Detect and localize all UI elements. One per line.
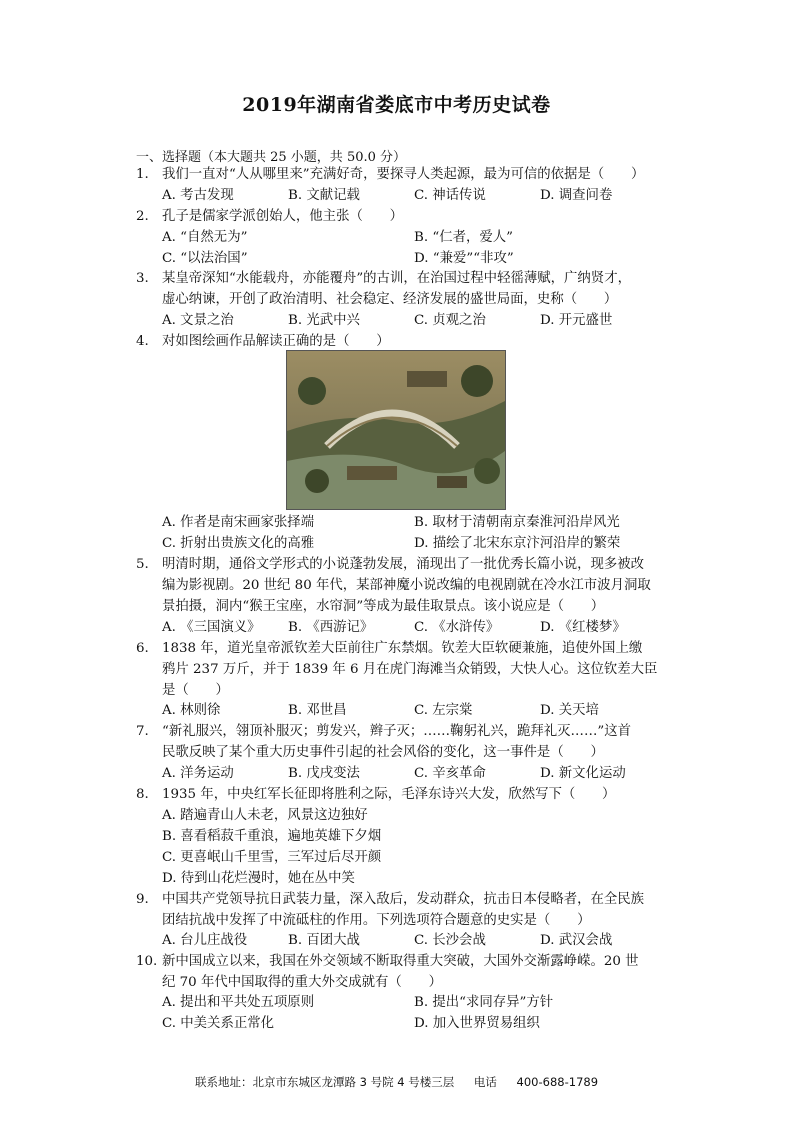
painting-image	[286, 350, 506, 510]
question-stem: 编为影视剧。20 世纪 80 年代，某部神魔小说改编的电视剧就在冷水江市波月洞取	[162, 578, 651, 593]
question-number: 2.	[136, 209, 149, 224]
answer-option[interactable]: D. 调查问卷	[540, 188, 613, 203]
answer-option[interactable]: C. 更喜岷山千里雪，三军过后尽开颜	[162, 850, 382, 865]
answer-option[interactable]: B. 光武中兴	[288, 313, 360, 328]
question-stem: 虚心纳谏，开创了政治清明、社会稳定、经济发展的盛世局面，史称（ ）	[162, 292, 618, 307]
answer-option[interactable]: B. 戊戌变法	[288, 766, 360, 781]
question-number: 4.	[136, 334, 149, 349]
question-number: 5.	[136, 557, 149, 572]
question-stem: 中国共产党领导抗日武装力量，深入敌后，发动群众，抗击日本侵略者，在全民族	[162, 892, 645, 907]
question-stem: 我们一直对“人从哪里来”充满好奇，要探寻人类起源，最为可信的依据是（ ）	[162, 167, 645, 182]
answer-option[interactable]: D. 关天培	[540, 703, 599, 718]
qingming-painting-icon	[287, 351, 505, 509]
answer-option[interactable]: A. 《三国演义》	[162, 620, 261, 635]
answer-option[interactable]: D. 待到山花烂漫时，她在丛中笑	[162, 871, 355, 886]
answer-option[interactable]: C. 折射出贵族文化的高雅	[162, 536, 315, 551]
question-stem: 明清时期，通俗文学形式的小说蓬勃发展，涌现出了一批优秀长篇小说，现多被改	[162, 557, 645, 572]
answer-option[interactable]: B. 《西游记》	[288, 620, 374, 635]
question-number: 8.	[136, 787, 149, 802]
question-number: 10.	[136, 954, 158, 969]
question-stem: 孔子是儒家学派创始人，他主张（ ）	[162, 209, 404, 224]
answer-option[interactable]: C. 神话传说	[414, 188, 486, 203]
page-title: 2019年湖南省娄底市中考历史试卷	[242, 94, 551, 116]
question-number: 1.	[136, 167, 149, 182]
footer-address: 联系地址：北京市东城区龙潭路 3 号院 4 号楼三层	[194, 1075, 455, 1089]
answer-option[interactable]: A. 作者是南宋画家张择端	[162, 515, 315, 530]
question-number: 7.	[136, 724, 149, 739]
answer-option[interactable]: A. 台儿庄战役	[162, 933, 248, 948]
answer-option[interactable]: A. 考古发现	[162, 188, 234, 203]
answer-option[interactable]: D. 《红楼梦》	[540, 620, 626, 635]
question-stem: 鸦片 237 万斤，并于 1839 年 6 月在虎门海滩当众销毁，大快人心。这位钦差大臣	[162, 662, 658, 677]
answer-option[interactable]: D. 新文化运动	[540, 766, 626, 781]
answer-option[interactable]: D. “兼爱”“非攻”	[414, 251, 514, 266]
question-stem: 1935 年，中央红军长征即将胜利之际，毛泽东诗兴大发，欣然写下（ ）	[162, 787, 616, 802]
question-number: 3.	[136, 271, 149, 286]
answer-option[interactable]: A. 洋务运动	[162, 766, 234, 781]
answer-option[interactable]: C. 左宗棠	[414, 703, 473, 718]
question-stem: 是（ ）	[162, 683, 229, 698]
section-heading: 一、选择题（本大题共 25 小题，共 50.0 分）	[136, 150, 407, 165]
question-stem: 民歌反映了某个重大历史事件引起的社会风俗的变化，这一事件是（ ）	[162, 745, 604, 760]
answer-option[interactable]: D. 加入世界贸易组织	[414, 1016, 540, 1031]
footer	[0, 1074, 793, 1090]
question-stem: 对如图绘画作品解读正确的是（ ）	[162, 334, 390, 349]
answer-option[interactable]: B. 提出“求同存异”方针	[414, 995, 554, 1010]
answer-option[interactable]: B. 百团大战	[288, 933, 360, 948]
question-stem: “新礼服兴，翎顶补服灭；剪发兴，辫子灭；……鞠躬礼兴，跪拜礼灭……”这首	[162, 724, 631, 739]
question-stem: 团结抗战中发挥了中流砥柱的作用。下列选项符合题意的史实是（ ）	[162, 913, 591, 928]
answer-option[interactable]: C. 辛亥革命	[414, 766, 486, 781]
question-stem: 新中国成立以来，我国在外交领域不断取得重大突破，大国外交渐露峥嵘。20 世	[162, 954, 639, 969]
answer-option[interactable]: A. 林则徐	[162, 703, 221, 718]
answer-option[interactable]: C. 贞观之治	[414, 313, 486, 328]
answer-option[interactable]: A. 提出和平共处五项原则	[162, 995, 315, 1010]
answer-option[interactable]: A. 文景之治	[162, 313, 234, 328]
answer-option[interactable]: C. “以法治国”	[162, 251, 248, 266]
question-number: 6.	[136, 641, 149, 656]
answer-option[interactable]: D. 开元盛世	[540, 313, 613, 328]
question-number: 9.	[136, 892, 149, 907]
answer-option[interactable]: C. 长沙会战	[414, 933, 486, 948]
answer-option[interactable]: A. “自然无为”	[162, 230, 248, 245]
answer-option[interactable]: B. 文献记载	[288, 188, 360, 203]
answer-option[interactable]: A. 踏遍青山人未老，风景这边独好	[162, 808, 368, 823]
answer-option[interactable]: B. “仁者，爱人”	[414, 230, 513, 245]
answer-option[interactable]: D. 描绘了北宋东京汴河沿岸的繁荣	[414, 536, 621, 551]
question-stem: 1838 年，道光皇帝派钦差大臣前往广东禁烟。钦差大臣软硬兼施，追使外国上缴	[162, 641, 643, 656]
footer-phone: 400-688-1789	[516, 1075, 599, 1089]
answer-option[interactable]: B. 邓世昌	[288, 703, 347, 718]
question-stem: 景拍摄，洞内“猴王宝座，水帘洞”等成为最佳取景点。该小说应是（ ）	[162, 599, 605, 614]
footer-phone-label: 电话	[473, 1075, 497, 1089]
answer-option[interactable]: C. 《水浒传》	[414, 620, 500, 635]
answer-option[interactable]: C. 中美关系正常化	[162, 1016, 275, 1031]
answer-option[interactable]: D. 武汉会战	[540, 933, 613, 948]
answer-option[interactable]: B. 取材于清朝南京秦淮河沿岸风光	[414, 515, 620, 530]
question-stem: 某皇帝深知“水能载舟，亦能覆舟”的古训，在治国过程中轻徭薄赋，广纳贤才，	[162, 271, 631, 286]
question-stem: 纪 70 年代中国取得的重大外交成就有（ ）	[162, 975, 442, 990]
answer-option[interactable]: B. 喜看稻菽千重浪，遍地英雄下夕烟	[162, 829, 382, 844]
